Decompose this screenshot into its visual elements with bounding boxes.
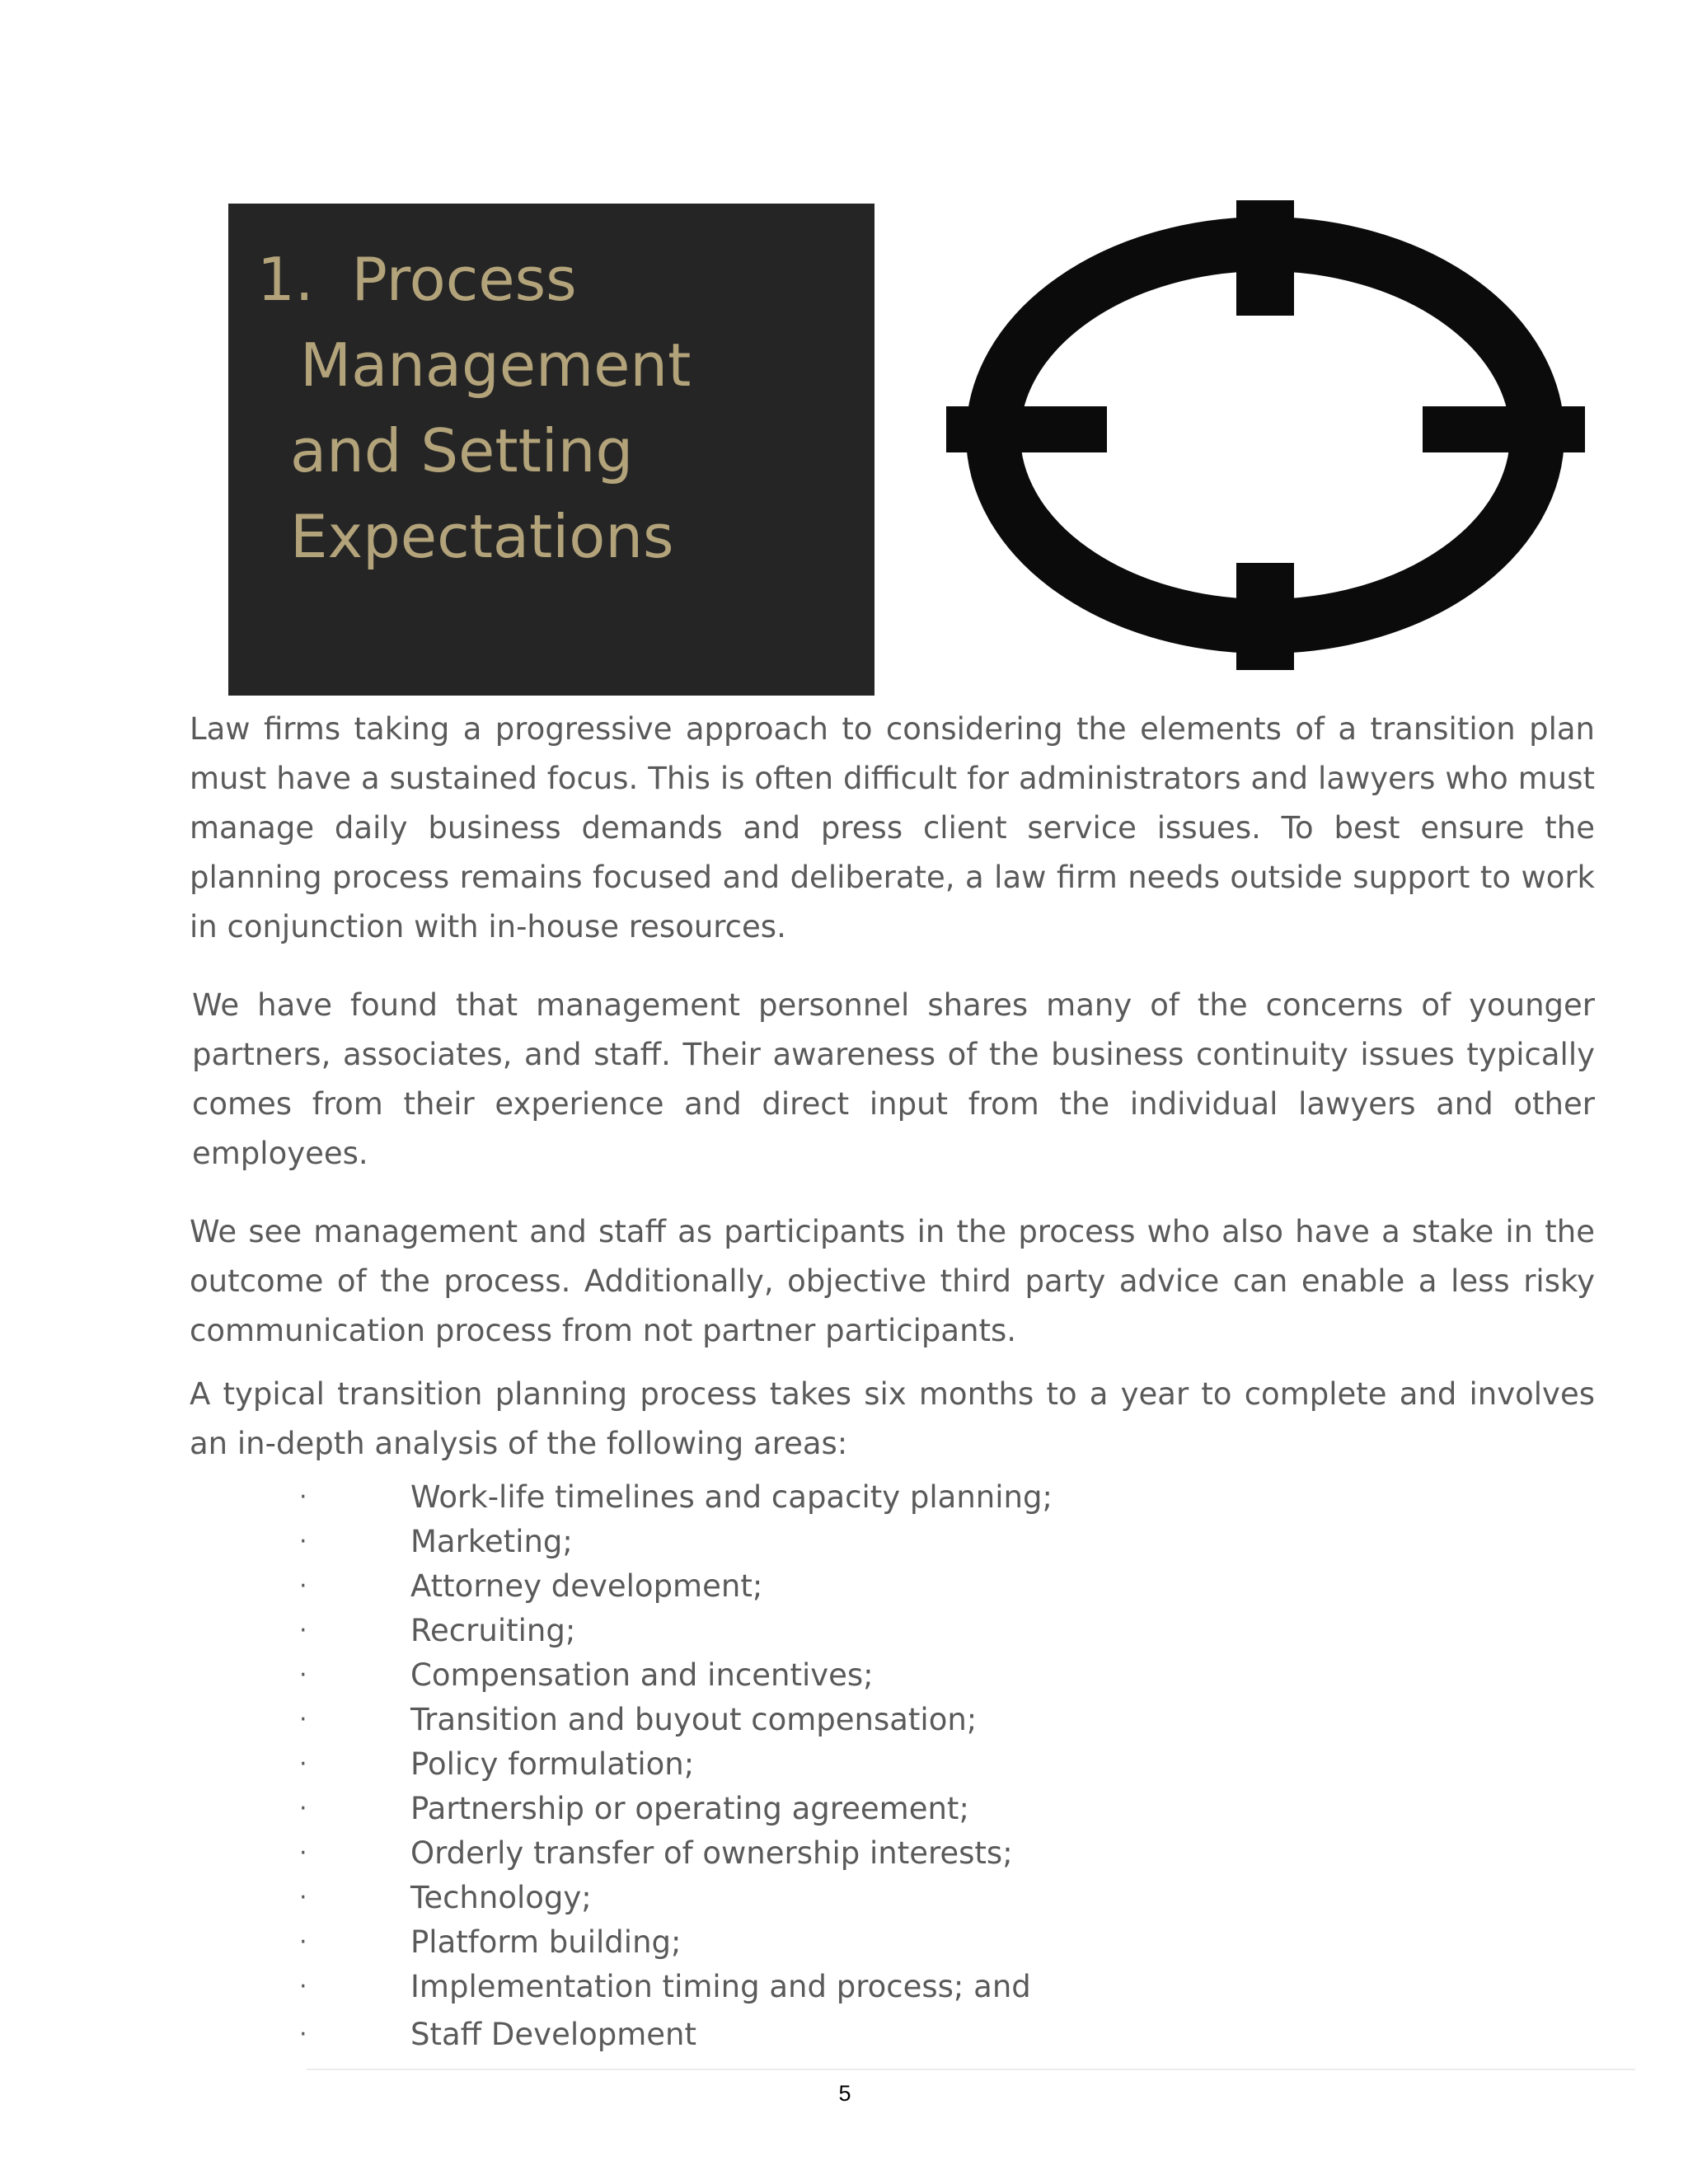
list-item: · Technology; <box>190 1876 1426 1920</box>
paragraph-participants: We see management and staff as participants in the process who also have a stake in the outcome of the process. Additionally, objective third party advice can enable a less risky communication process from not partner participants. <box>190 1214 1595 1348</box>
bullet-icon: · <box>299 1928 307 1957</box>
bullet-icon: · <box>299 1883 307 1912</box>
section-title <box>257 237 867 579</box>
list-item: · Recruiting; <box>190 1609 1426 1653</box>
bullet-icon: · <box>299 1616 307 1645</box>
paragraph-transition-focus: Law firms taking a progressive approach to considering the elements of a transition plan must have a sustained focus. This is often difficult for administrators and lawyers who must manage daily business demands and press client service issues. To best ensure the planning process remains focused and deliberate, a law firm needs outside support to work in conjunction with in-house resources. <box>190 711 1595 944</box>
bullet-icon: · <box>299 1661 307 1690</box>
page-number: 5 <box>838 2081 851 2106</box>
bullet-icon: · <box>299 1527 307 1556</box>
bullet-icon: · <box>299 1572 307 1601</box>
section-title-line-4: Expectations <box>290 502 674 571</box>
section-title-line-1 <box>257 237 867 322</box>
footer-divider <box>307 2069 1635 2070</box>
bullet-icon: · <box>299 2020 307 2049</box>
bullet-icon: · <box>299 1972 307 2001</box>
bullet-icon: · <box>299 1750 307 1779</box>
analysis-areas-list <box>190 1475 1426 2057</box>
bullet-icon: · <box>299 1483 307 1511</box>
crosshair-target-icon <box>946 200 1585 670</box>
list-item: · Orderly transfer of ownership interests; <box>190 1831 1426 1876</box>
list-item: · Compensation and incentives; <box>190 1653 1426 1698</box>
section-title-box <box>228 204 874 696</box>
list-item: · Attorney development; <box>190 1564 1426 1609</box>
section-title-line-3: and Setting <box>290 416 634 485</box>
list-item: · Staff Development <box>190 2009 1426 2057</box>
paragraph-typical-process: A typical transition planning process takes six months to a year to complete and involves an in-depth analysis of the following areas: <box>190 1376 1595 1461</box>
list-item: · Partnership or operating agreement; <box>190 1787 1426 1831</box>
list-item: · Work-life timelines and capacity planning; <box>190 1475 1426 1520</box>
bullet-icon: · <box>299 1705 307 1734</box>
section-title-word-process: Process <box>351 245 577 314</box>
list-item: · Policy formulation; <box>190 1742 1426 1787</box>
list-item: · Marketing; <box>190 1520 1426 1564</box>
bullet-icon: · <box>299 1794 307 1823</box>
list-item: · Platform building; <box>190 1920 1426 1965</box>
section-number: 1. <box>257 245 314 314</box>
list-item: · Transition and buyout compensation; <box>190 1698 1426 1742</box>
paragraph-management-concerns: We have found that management personnel shares many of the concerns of younger partners, associates, and staff. Their awareness of the business continuity issues typically comes from their experience and direct input from the individual lawyers and other employees. <box>192 987 1595 1171</box>
section-title-line-2: Management <box>300 330 692 400</box>
list-item: · Implementation timing and process; and <box>190 1965 1426 2009</box>
bullet-icon: · <box>299 1839 307 1868</box>
